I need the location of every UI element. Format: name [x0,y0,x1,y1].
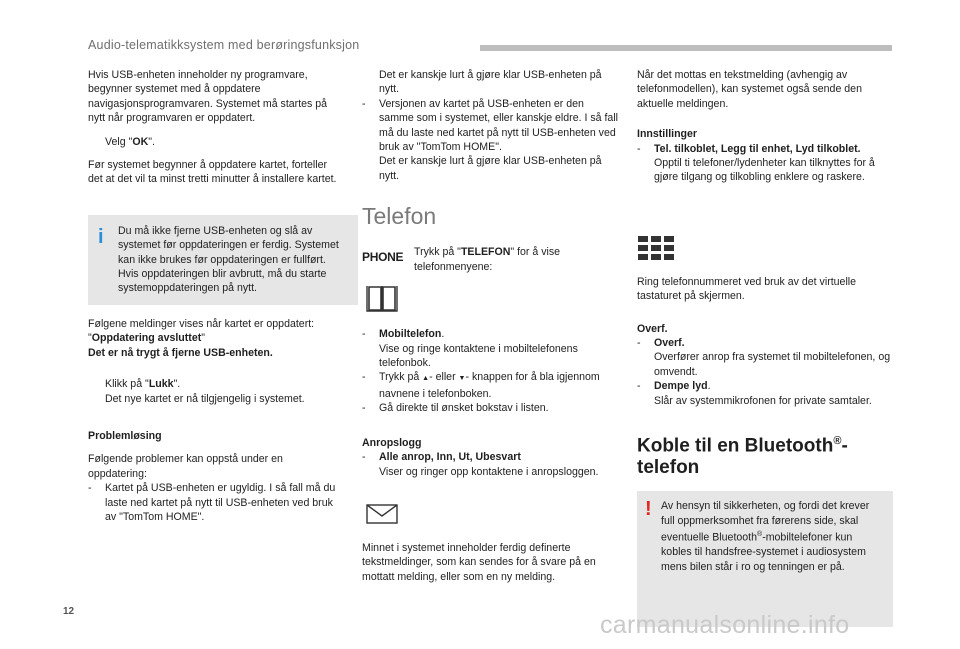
paragraph: Før systemet begynner å oppdatere kartet, forteller det at det vil ta minst tretti minutter å installere kartet. [88,159,337,186]
phone-button-label: PHONE [362,250,404,265]
info-text: Du må ikke fjerne USB-enheten og slå av systemet før oppdateringen er ferdig. Systemet kan ikke brukes før oppdateringen er fullført. Hvis oppdateringen blir avbrutt, må du starte systemoppdateringen på nytt. [118,224,339,295]
list-item: - Kartet på USB-enheten er ugyldig. I så fall må du laste ned kartet på nytt til USB-enheten ved bruk av "TomTom HOME". [88,482,336,523]
paragraph: Når det mottas en tekstmelding (avhengig av telefonmodellen), kan systemet også sende den aktuelle meldingen. [637,69,862,110]
column-3 [637,68,893,627]
arrow-up-icon: ▲ [422,375,430,383]
step-select-ok: Velg "OK". [105,135,155,148]
section-title-bluetooth: Koble til en Bluetooth®- telefon [637,435,848,479]
keypad-grid-icon [637,235,677,263]
list-item-mobil: - Mobiltelefon. Vise og ringe kontaktene i mobiltelefonens telefonbok. [362,328,578,370]
info-icon: i [98,225,104,248]
paragraph: Følgende problemer kan oppstå under en oppdatering: [88,453,283,480]
warning-icon: ! [645,498,652,521]
paragraph-messages: Følgene meldinger vises når kartet er oppdatert: "Oppdatering avsluttet" Det er nå trygt å fjerne USB-enheten. [88,317,315,359]
watermark: carmanualsonline.info [600,611,850,639]
page-number: 12 [63,606,75,617]
list-item-innst: - Tel. tilkoblet, Legg til enhet, Lyd tilkoblet. Opptil ti telefoner/lydenheter kan tilknyttes for å gjøre tilgang og tilkobling enklere og raskere. [637,142,875,184]
column-2 [362,68,620,593]
paragraph: Ring telefonnummeret ved bruk av det virtuelle tastaturet på skjermen. [637,275,857,303]
list-item: - Versjonen av kartet på USB-enheten er den samme som i systemet, eller kanskje eldre. I så fall må du laste ned kartet på nytt til USB-enheten ved bruk av "TomTom HOME". Det er kanskje lurt å gjøre klar USB-enheten på nytt. [362,97,619,182]
heading-anropslogg: Anropslogg [362,436,422,449]
paragraph: Hvis USB-enheten inneholder ny programvare, begynner systemet med å oppdatere navigasjonsprogramvaren. Systemet må startes på nytt når programvaren er oppdatert. [88,69,328,125]
heading-overf: Overf. [637,322,668,335]
step-click-close: Klikk på "Lukk". Det nye kartet er nå tilgjengelig i systemet. [105,378,305,405]
list-item-letter: - Gå direkte til ønsket bokstav i listen. [362,402,549,415]
page-header-title: Audio-telematikksystem med berøringsfunksjon [88,38,360,52]
arrow-down-icon: ▼ [458,375,466,383]
phone-instruction: PHONE Trykk på "TELEFON" for å vise telefonmenyene: [362,246,561,273]
column-1 [88,68,343,524]
warning-box: ! Av hensyn til sikkerheten, og fordi det krever full oppmerksomhet fra førerens side, skal eventuelle Bluetooth®-mobiltelefoner kun kobles til handsfree-systemet i audiosystem mens bilen står i ro og tenningen er på. [637,491,893,627]
section-title-telefon: Telefon [362,203,437,230]
list-item-scroll: - Trykk på ▲- eller ▼- knappen for å bla igjennom navnene i telefonboken. [362,371,600,400]
list-item-dempe: - Dempe lyd. Slår av systemmikrofonen for private samtaler. [637,380,872,407]
heading-innstillinger: Innstillinger [637,128,698,141]
list-item-continued: Det er kanskje lurt å gjøre klar USB-enheten på nytt. [379,69,602,96]
list-item-anrop: - Alle anrop, Inn, Ut, Ubesvart Viser og ringer opp kontaktene i anropsloggen. [362,451,599,478]
heading-problem: Problemløsing [88,429,162,442]
info-box [88,215,358,305]
list-item-overf: - Overf. Overfører anrop fra systemet til mobiltelefonen, og omvendt. [637,337,891,378]
header-rule [480,45,892,51]
paragraph: Minnet i systemet inneholder ferdig definerte tekstmeldinger, som kan sendes for å svare på en mottatt melding, eller som en ny melding. [362,541,596,583]
address-book-icon [364,283,400,313]
envelope-icon [364,501,400,527]
